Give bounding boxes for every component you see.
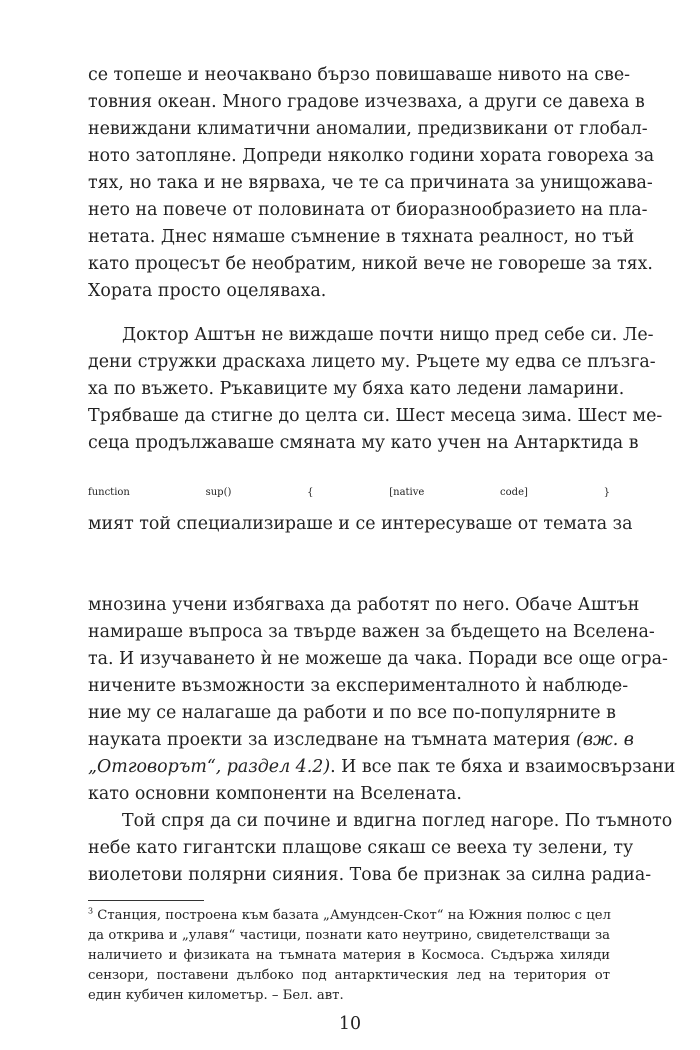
- footnote-reference[interactable]: function sup() { [native code] }: [88, 487, 610, 499]
- footnote-line: да открива и „улавя“ частици, познати като неутрино, свидетелстващи за: [88, 928, 610, 943]
- text-line: виолетови полярни сияния. Това бе признак за силна радиа-: [88, 865, 652, 885]
- footnote-marker: 3: [88, 906, 94, 916]
- cross-reference: „Отговорът“, раздел 4.2): [88, 757, 331, 777]
- text-line: [88, 727, 634, 754]
- text-line: намираше въпроса за твърде важен за бъдещето на Вселена-: [88, 622, 655, 642]
- cross-reference: (вж. в: [576, 730, 634, 750]
- text-line: Той спря да си почине и вдигна поглед нагоре. По тъмното: [122, 811, 673, 831]
- text-line: нето на повече от половината от биоразнообразието на пла-: [88, 200, 648, 220]
- text-line: ничените възможности за експерименталното ѝ наблюде-: [88, 676, 629, 696]
- text-line: Хората просто оцеляваха.: [88, 281, 327, 301]
- page-number: 10: [338, 1014, 362, 1034]
- text-line: нетата. Днес нямаше съмнение в тяхната реалност, но тъй: [88, 227, 635, 247]
- line-text: . И все пак те бяха и взаимосвързани: [330, 757, 676, 777]
- text-line: като процесът бе необратим, никой вече не говореше за тях.: [88, 254, 653, 274]
- text-line: мнозина учени избягваха да работят по него. Обаче Аштън: [88, 595, 640, 615]
- text-line: тях, но така и не вярваха, че те са причината за унищожава-: [88, 173, 653, 193]
- line-text: науката проекти за изследване на тъмната материя: [88, 730, 577, 750]
- footnote-line: [88, 906, 610, 927]
- footnote-line: наличието и физиката на тъмната материя в Космоса. Съдържа хиляди: [88, 948, 610, 963]
- text-line: невиждани климатични аномалии, предизвикани от глобал-: [88, 119, 648, 139]
- text-line: мият той специализираше и се интересуваше от темата за: [88, 514, 633, 534]
- text-line: ното затопляне. Допреди няколко години хората говореха за: [88, 146, 655, 166]
- text-line: ние му се налагаше да работи и по все по-популярните в: [88, 703, 616, 723]
- text-line: небе като гигантски плащове сякаш се вееха ту зелени, ту: [88, 838, 634, 858]
- text-line: дени стружки драскаха лицето му. Ръцете му едва се плъзга-: [88, 352, 656, 372]
- text-line: сеца продължаваше смяната му като учен на Антарктида в: [88, 433, 639, 453]
- line-text: Станция, построена към базата „Амундсен-Скот“ на Южния полюс с цел: [93, 908, 611, 923]
- text-line: товния океан. Много градове изчезваха, а други се давеха в: [88, 92, 645, 112]
- footnote-line: сензори, поставени дълбоко под антарктическия лед на територия от: [88, 968, 610, 983]
- text-line: като основни компоненти на Вселената.: [88, 784, 462, 804]
- text-line: Трябваше да стигне до целта си. Шест месеца зима. Шест ме-: [88, 406, 663, 426]
- text-line: та. И изучаването ѝ не можеше да чака. Поради все още огра-: [88, 649, 668, 669]
- text-line: се топеше и неочаквано бързо повишаваше нивото на све-: [88, 65, 630, 85]
- text-line: Доктор Аштън не виждаше почти нищо пред себе си. Ле-: [122, 325, 654, 345]
- text-line: ха по въжето. Ръкавиците му бяха като ледени ламарини.: [88, 379, 625, 399]
- text-line: [88, 754, 676, 781]
- footnote-separator: [88, 900, 204, 901]
- footnote-line: един кубичен километър. – Бел. авт.: [88, 988, 344, 1003]
- text-line: [88, 484, 610, 511]
